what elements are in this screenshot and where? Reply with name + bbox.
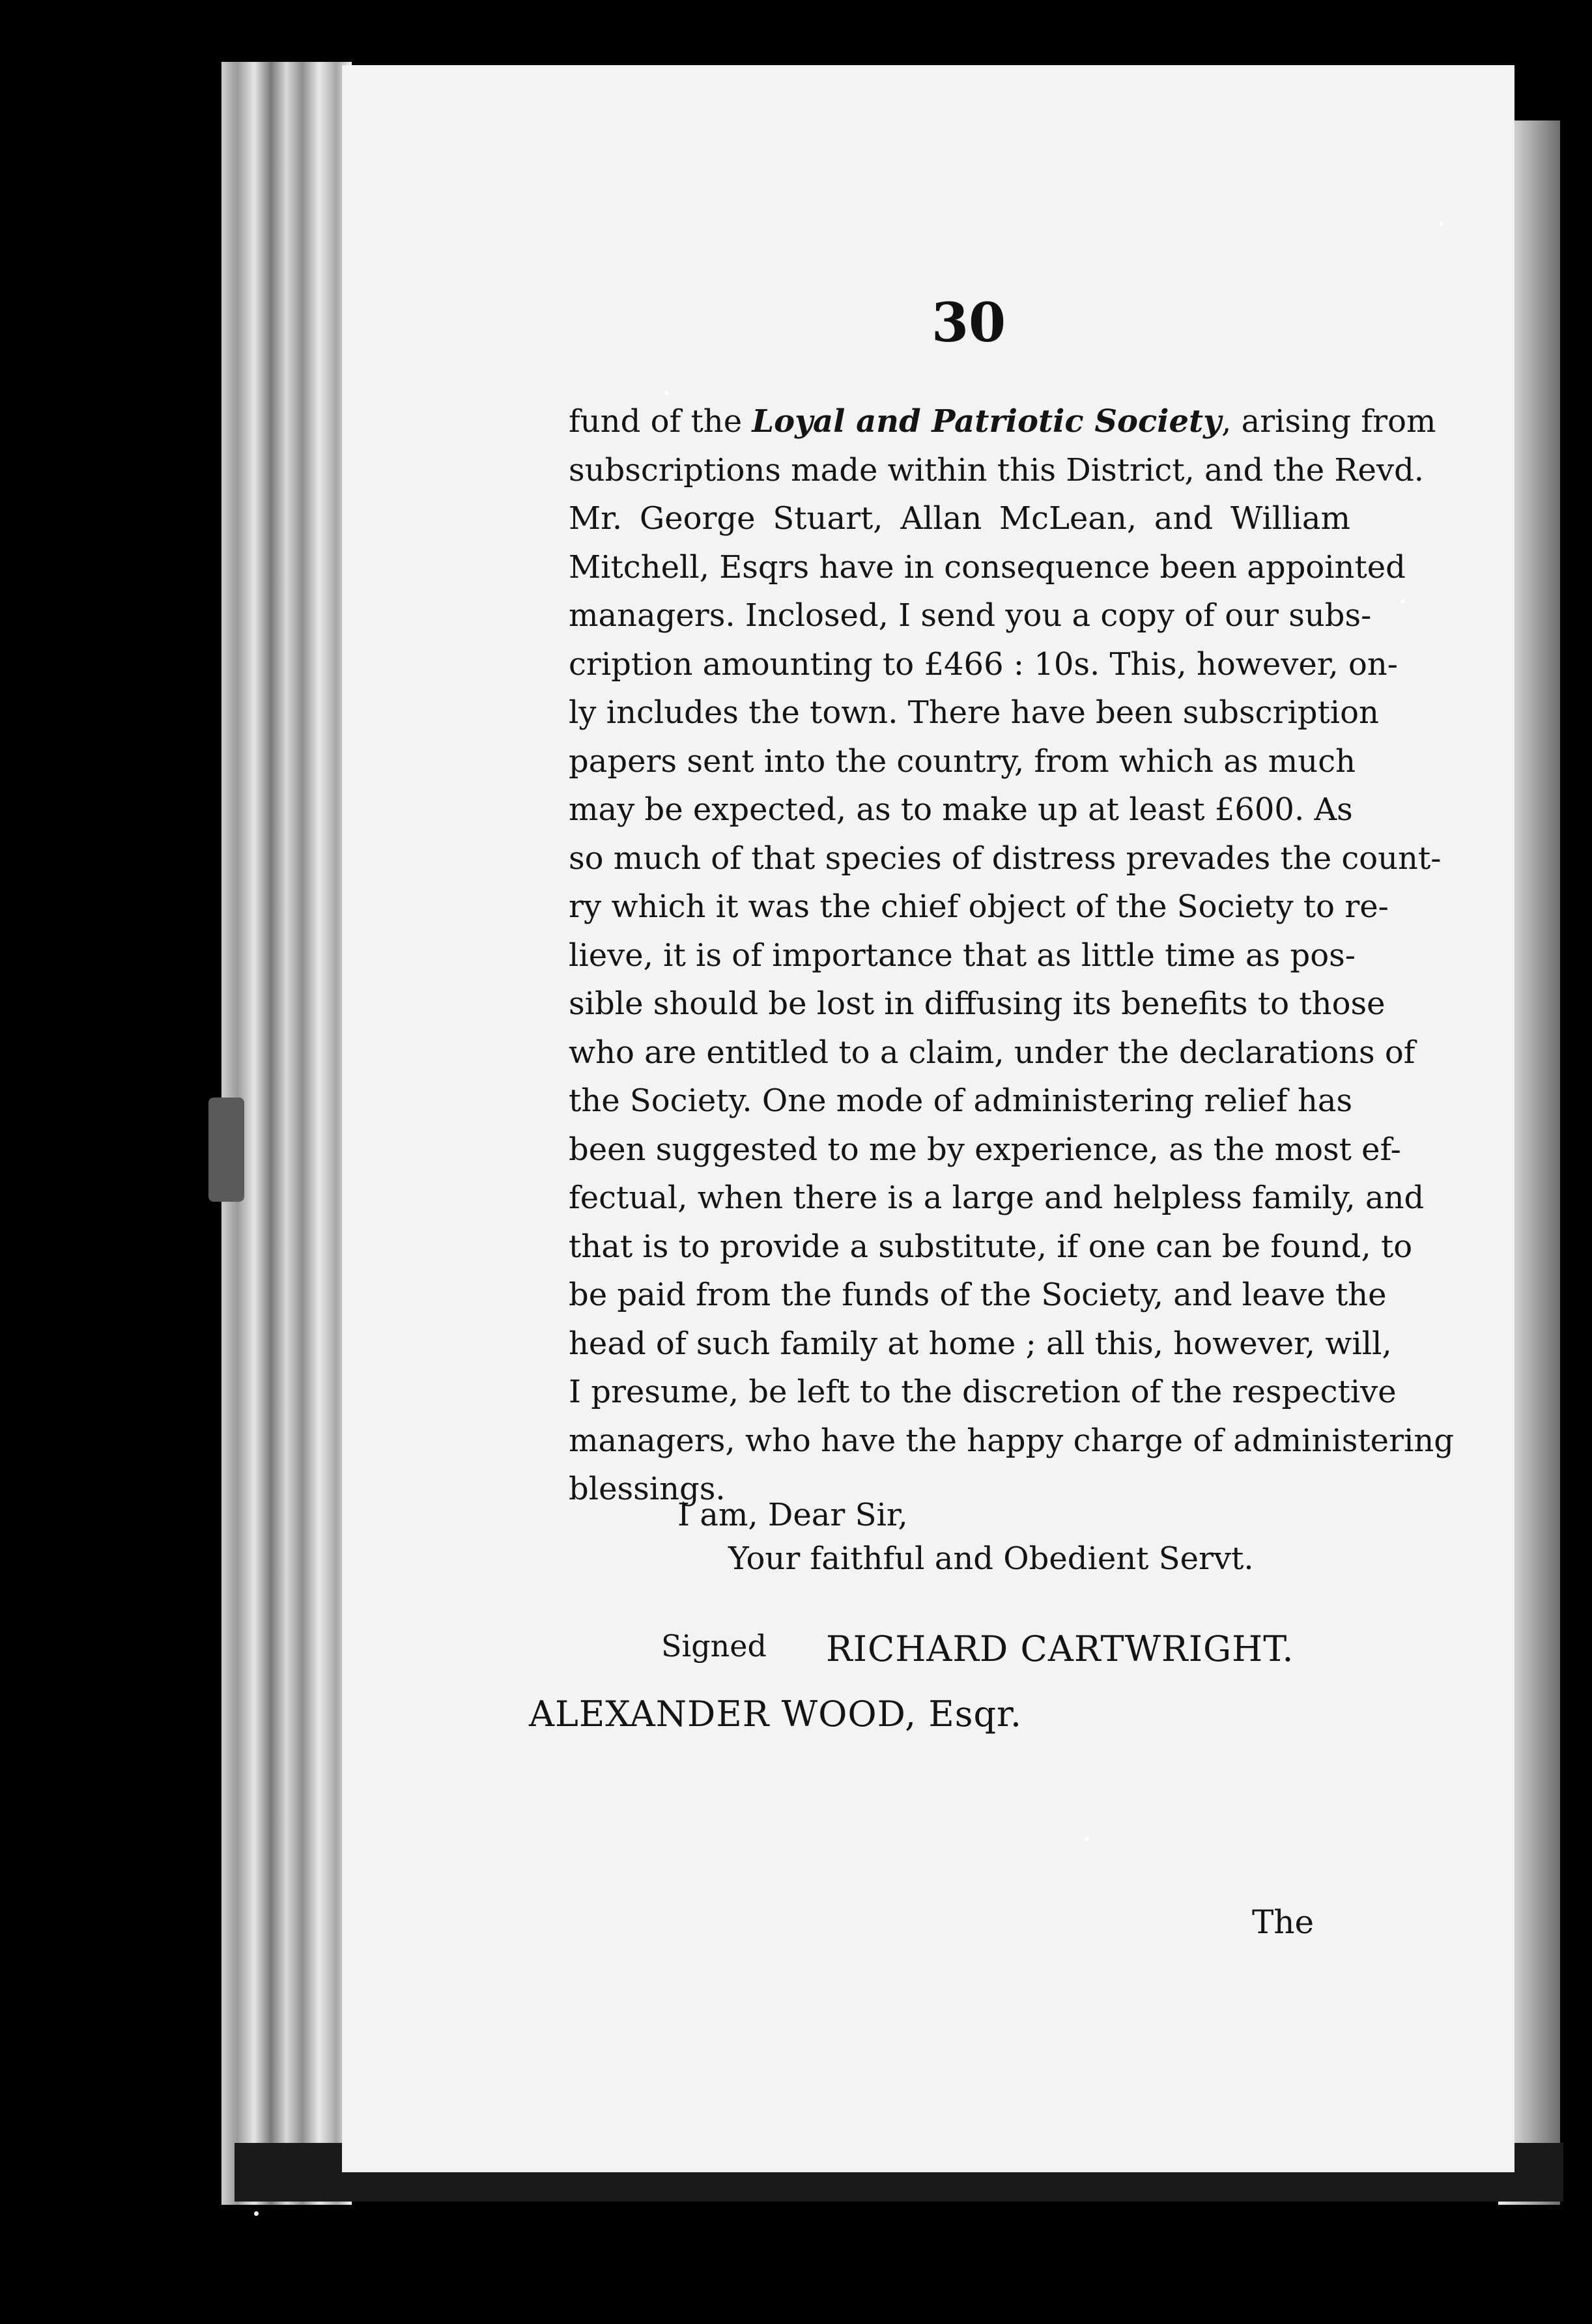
page-number: 30 (931, 292, 1006, 354)
body-line-8: papers sent into the country, from which as much (569, 743, 1356, 780)
body-line-19: be paid from the funds of the Society, and leave the (569, 1277, 1387, 1313)
body-line-15: the Society. One mode of administering relief has (569, 1083, 1353, 1119)
society-name: Loyal and Patriotic Society (752, 403, 1222, 440)
addressee: ALEXANDER WOOD, Esqr. (529, 1693, 1023, 1735)
speck (1085, 1837, 1089, 1841)
salutation-closing: I am, Dear Sir, (677, 1497, 908, 1533)
body-line-20: head of such family at home ; all this, however, will, (569, 1325, 1392, 1362)
speck (254, 2211, 259, 2216)
body-line-17: fectual, when there is a large and helpless family, and (569, 1180, 1425, 1216)
body-line-21: I presume, be left to the discretion of the respective (569, 1374, 1397, 1410)
body-text (569, 397, 1454, 1514)
first-line-after: , arising from (1221, 403, 1436, 440)
body-line-22: managers, who have the happy charge of administering (569, 1422, 1454, 1459)
book-page-edges (221, 62, 352, 2205)
body-line-18: that is to provide a substitute, if one can be found, to (569, 1228, 1413, 1265)
speck (664, 391, 669, 395)
valediction: Your faithful and Obedient Servt. (728, 1540, 1254, 1577)
body-line-23: blessings. (569, 1471, 726, 1507)
body-line-2: subscriptions made within this District, and the Revd. (569, 451, 1425, 489)
body-line-12: lieve, it is of importance that as little time as pos- (569, 937, 1356, 974)
body-line-13: sible should be lost in diffusing its benefits to those (569, 985, 1386, 1022)
body-line-10: so much of that species of distress prevades the count- (569, 840, 1442, 877)
body-line-7: ly includes the town. There have been subscription (569, 694, 1379, 731)
speck (1400, 599, 1405, 604)
body-line-14: who are entitled to a claim, under the declarations of (569, 1034, 1415, 1071)
body-line-11: ry which it was the chief object of the Society to re- (569, 888, 1389, 925)
book-edge-tab (208, 1098, 244, 1202)
body-line-4: Mitchell, Esqrs have in consequence been appointed (569, 548, 1406, 586)
speck (1440, 221, 1444, 226)
body-line-9: may be expected, as to make up at least £600. As (569, 791, 1353, 828)
body-line-1 (569, 397, 1436, 446)
first-line-before: fund of the (569, 403, 752, 440)
body-line-16: been suggested to me by experience, as the most ef- (569, 1131, 1401, 1168)
signed-label: Signed (661, 1628, 767, 1664)
signatory-name: RICHARD CARTWRIGHT. (826, 1628, 1294, 1669)
body-line-5: managers. Inclosed, I send you a copy of our subs- (569, 597, 1372, 634)
catchword: The (1252, 1903, 1315, 1941)
body-line-3: Mr. George Stuart, Allan McLean, and William (569, 500, 1350, 537)
body-line-6: cription amounting to £466 : 10s. This, however, on- (569, 645, 1399, 683)
